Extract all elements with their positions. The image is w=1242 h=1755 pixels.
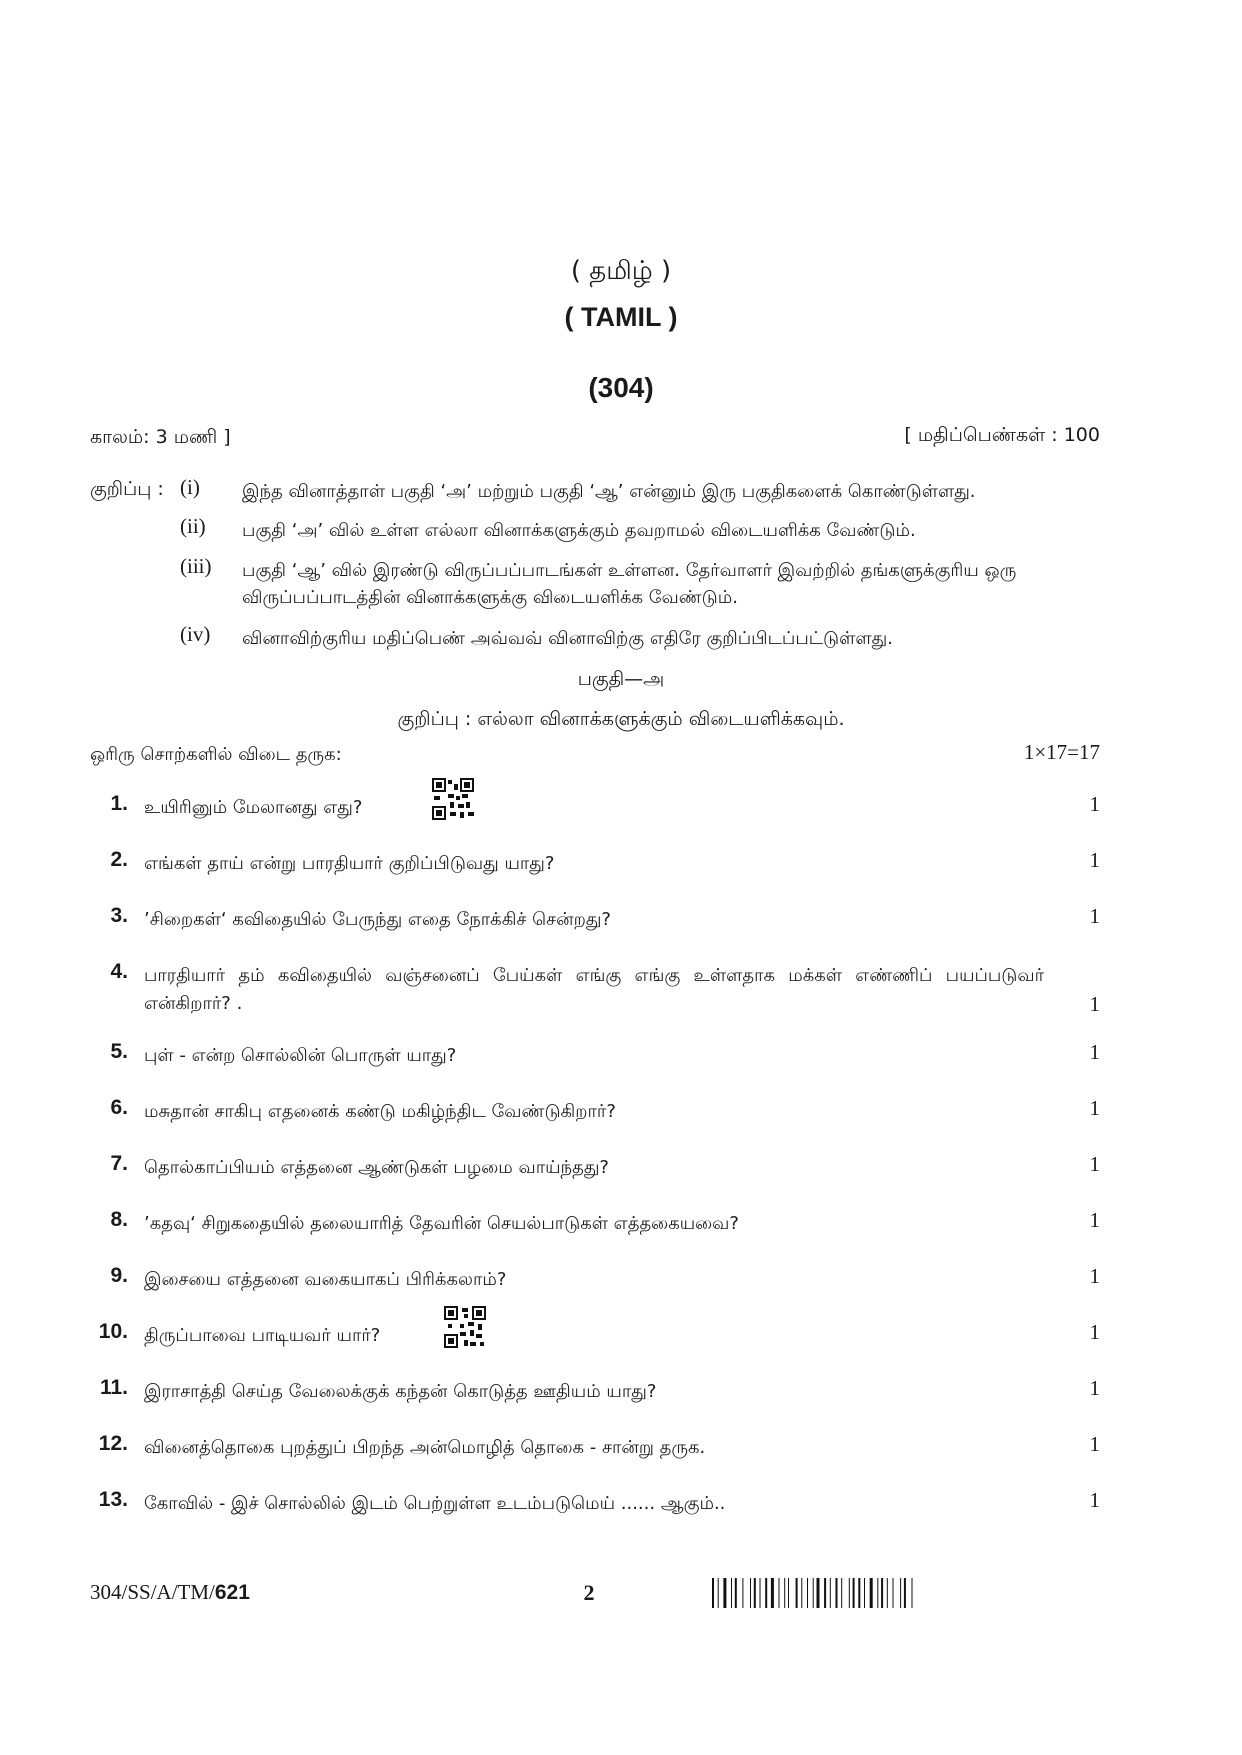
note-text: இந்த வினாத்தாள் பகுதி ‘அ’ மற்றும் பகுதி ‘ஆ’ என்னும் இரு பகுதிகளைக் கொண்டுள்ளது. bbox=[242, 481, 976, 502]
question-number: 8. bbox=[110, 1208, 128, 1231]
question-number: 2. bbox=[110, 848, 128, 871]
title-english: ( TAMIL ) bbox=[564, 302, 678, 332]
section-note: குறிப்பு : எல்லா வினாக்களுக்கும் விடையளிக்கவும். bbox=[397, 708, 845, 730]
maximum-marks: [ மதிப்பெண்கள் : 100 bbox=[904, 424, 1100, 446]
question-text: புள் - என்ற சொல்லின் பொருள் யாது? bbox=[144, 1045, 457, 1066]
subject-code: (304) bbox=[588, 372, 654, 403]
question-number: 4. bbox=[110, 960, 128, 983]
qr-code-icon bbox=[444, 1306, 486, 1348]
qr-code-icon bbox=[432, 778, 474, 820]
question-text: உயிரினும் மேலானது எது? bbox=[144, 797, 363, 818]
time-allowed: காலம்: 3 மணி ] bbox=[90, 426, 231, 448]
question-marks: 1 bbox=[1089, 848, 1100, 872]
page-number: 2 bbox=[583, 1580, 595, 1605]
question-marks: 1 bbox=[1089, 1208, 1100, 1232]
paper-code-number: 621 bbox=[214, 1581, 250, 1604]
question-text: இசையை எத்தனை வகையாகப் பிரிக்கலாம்? bbox=[144, 1269, 507, 1290]
question-marks: 1 bbox=[1089, 792, 1100, 816]
question-text: திருப்பாவை பாடியவர் யார்? bbox=[144, 1325, 381, 1346]
question-text: பாரதியார் தம் கவிதையில் வஞ்சனைப் பேய்கள் எங்கு எங்கு உள்ளதாக மக்கள் எண்ணிப் பயப்படுவர் என்கிறார்? . bbox=[144, 965, 1044, 1014]
question-text: மசுதான் சாகிபு எதனைக் கண்டு மகிழ்ந்திட வேண்டுகிறார்? bbox=[144, 1101, 616, 1122]
section-title: பகுதி—அ bbox=[577, 668, 665, 690]
question-text: கோவில் - இச் சொல்லில் இடம் பெற்றுள்ள உடம்படுமெய் ...... ஆகும்.. bbox=[144, 1493, 726, 1514]
question-marks: 1 bbox=[1089, 1376, 1100, 1400]
paper-code-prefix: 304/SS/A/TM/ bbox=[90, 1580, 215, 1604]
question-number: 12. bbox=[98, 1432, 128, 1455]
note-number: (iii) bbox=[180, 554, 212, 578]
question-number: 11. bbox=[99, 1376, 128, 1399]
barcode-icon bbox=[712, 1578, 998, 1608]
instruction-marks: 1×17=17 bbox=[1023, 740, 1100, 764]
question-text: தொல்காப்பியம் எத்தனை ஆண்டுகள் பழமை வாய்ந்தது? bbox=[144, 1157, 609, 1178]
question-text: இராசாத்தி செய்த வேலைக்குக் கந்தன் கொடுத்த ஊதியம் யாது? bbox=[144, 1381, 657, 1402]
note-number: (ii) bbox=[180, 514, 206, 538]
question-marks: 1 bbox=[1089, 904, 1100, 928]
note-text: வினாவிற்குரிய மதிப்பெண் அவ்வவ் வினாவிற்கு எதிரே குறிப்பிடப்பட்டுள்ளது. bbox=[242, 628, 893, 649]
instruction: ஒரிரு சொற்களில் விடை தருக: bbox=[90, 744, 342, 765]
note-text: பகுதி ‘அ’ வில் உள்ள எல்லா வினாக்களுக்கும் தவறாமல் விடையளிக்க வேண்டும். bbox=[242, 520, 916, 541]
question-marks: 1 bbox=[1089, 1264, 1100, 1288]
question-number: 1. bbox=[110, 792, 128, 815]
note-number: (i) bbox=[180, 475, 200, 499]
question-number: 9. bbox=[110, 1264, 128, 1287]
question-marks: 1 bbox=[1089, 1040, 1100, 1064]
question-number: 6. bbox=[110, 1096, 128, 1119]
title-tamil: ( தமிழ் ) bbox=[570, 256, 672, 286]
question-marks: 1 bbox=[1089, 1096, 1100, 1120]
note-text: பகுதி ‘ஆ’ வில் இரண்டு விருப்பப்பாடங்கள் உள்ளன. தேர்வாளர் இவற்றில் தங்களுக்குரிய ஒரு விருப்பப்பாடத்தின் வினாக்களுக்கு விடையளிக்க வேண்டும். bbox=[242, 560, 1017, 608]
question-text: ’சிறைகள்‘ கவிதையில் பேருந்து எதை நோக்கிச் சென்றது? bbox=[144, 909, 611, 930]
question-marks: 1 bbox=[1089, 992, 1100, 1016]
question-text: வினைத்தொகை புறத்துப் பிறந்த அன்மொழித் தொகை - சான்று தருக. bbox=[144, 1437, 706, 1458]
question-marks: 1 bbox=[1089, 1152, 1100, 1176]
question-marks: 1 bbox=[1089, 1320, 1100, 1344]
question-number: 3. bbox=[110, 904, 128, 927]
question-marks: 1 bbox=[1089, 1432, 1100, 1456]
question-text: ’கதவு‘ சிறுகதையில் தலையாரித் தேவரின் செயல்பாடுகள் எத்தகையவை? bbox=[144, 1213, 739, 1234]
question-number: 10. bbox=[98, 1320, 128, 1343]
question-marks: 1 bbox=[1089, 1488, 1100, 1512]
question-number: 5. bbox=[110, 1040, 128, 1063]
question-number: 7. bbox=[110, 1152, 128, 1175]
question-number: 13. bbox=[98, 1488, 128, 1511]
note-number: (iv) bbox=[180, 622, 211, 646]
notes-label: குறிப்பு : bbox=[90, 478, 164, 500]
question-text: எங்கள் தாய் என்று பாரதியார் குறிப்பிடுவது யாது? bbox=[144, 853, 555, 874]
